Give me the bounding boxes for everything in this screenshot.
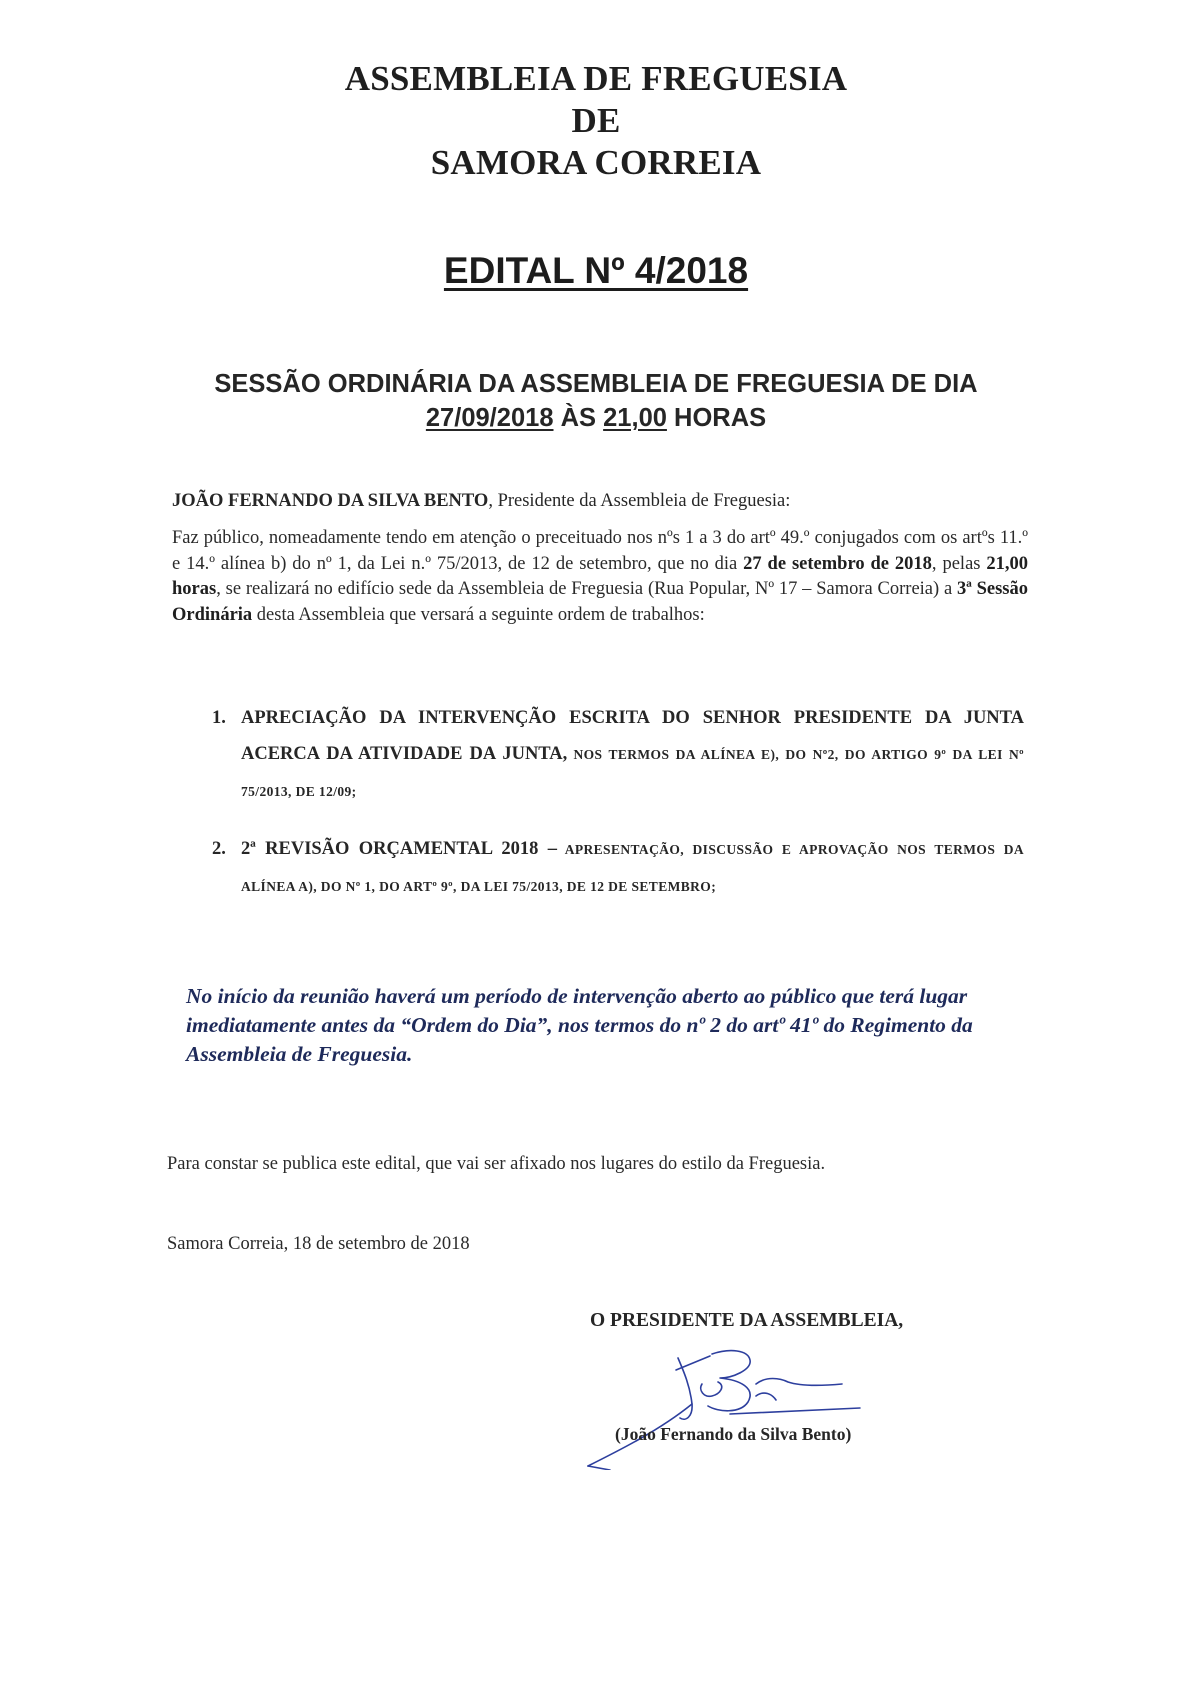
intro-rest: , Presidente da Assembleia de Freguesia: [488,491,791,511]
session-heading-line-2 [0,401,1192,435]
edital-title [0,250,1192,292]
document-header [0,58,1192,184]
handwritten-signature [580,1320,920,1470]
agenda-item-main: 2ª REVISÃO ORÇAMENTAL 2018 – [241,839,557,859]
session-date: 27/09/2018 [425,404,554,432]
session-as: ÀS [560,404,597,432]
body-text-4: desta Assembleia que versará a seguinte ordem de trabalhos: [252,604,705,625]
header-line-3: SAMORA CORREIA [430,143,762,182]
body-text-1: Faz público, nomeadamente tendo em atenção o preceituado nos nºs 1 a 3 do artº 49.º conjugados com os artºs 11.º e 14.º alínea b) do nº 1, da Lei n.º 75/2013, de 12 de setembro, que no dia [172,528,1028,574]
agenda-item-number: 2. [212,839,226,859]
body-paragraph [172,526,1028,628]
header-line-2: DE [571,101,621,140]
signatory-role: O PRESIDENTE DA ASSEMBLEIA, [590,1310,904,1331]
body-text-2: , pelas [931,553,987,574]
signatory-name: (João Fernando da Silva Bento) [615,1424,852,1444]
agenda-item-text [241,831,1024,905]
agenda-item [212,700,1024,810]
public-intervention-notice: No início da reunião haverá um período de intervenção aberto ao público que terá lugar imediatamente antes da “Ordem do Dia”, nos termos do nº 2 do artº 41º do Regimento da Assembleia de Freguesia. [186,984,973,1066]
agenda-item-main: APRECIAÇÃO DA INTERVENÇÃO ESCRITA DO SENHOR PRESIDENTE DA JUNTA ACERCA DA ATIVIDADE DA JUNTA, [241,708,1024,764]
session-name: 3ª Sessão Ordinária [172,579,1028,625]
president-name: JOÃO FERNANDO DA SILVA BENTO [172,491,489,511]
place-and-date: Samora Correia, 18 de setembro de 2018 [167,1234,470,1254]
publication-statement: Para constar se publica este edital, que vai ser afixado nos lugares do estilo da Freguesia. [167,1154,826,1174]
session-hours-word: HORAS [674,404,767,432]
intro-line [172,491,1032,512]
meeting-hour: 21,00 horas [172,553,1029,599]
edital-title-text: EDITAL Nº 4/2018 [443,250,749,291]
agenda-item-number: 1. [212,708,226,728]
agenda-item-text [241,700,1024,810]
session-hour: 21,00 [603,404,667,432]
agenda-item [212,831,1024,905]
header-line-1: ASSEMBLEIA DE FREGUESIA [344,59,848,98]
session-heading [0,367,1192,435]
agenda-item-detail: APRESENTAÇÃO, DISCUSSÃO E APROVAÇÃO NOS TERMOS DA ALÍNEA A), DO Nº 1, DO ARTº 9º, DA LEI 75/2013, DE 12 DE SETEMBRO; [241,842,1025,894]
body-text-3: , se realizará no edifício sede da Assembleia de Freguesia (Rua Popular, Nº 17 – Samora Correia) a [216,579,957,599]
agenda-item-detail: NOS TERMOS DA ALÍNEA E), DO Nº2, DO ARTIGO 9º DA LEI Nº 75/2013, DE 12/09; [241,747,1024,799]
meeting-date: 27 de setembro de 2018 [743,553,932,574]
session-heading-line-1: SESSÃO ORDINÁRIA DA ASSEMBLEIA DE FREGUESIA DE DIA [214,370,978,398]
